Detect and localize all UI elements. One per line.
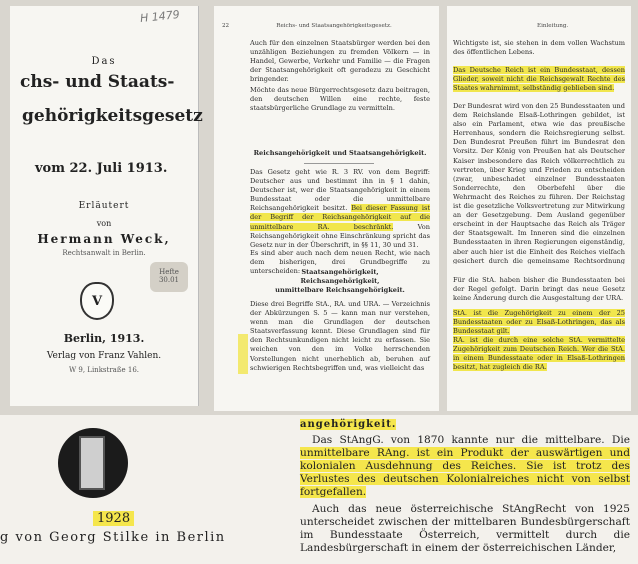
title-das: Das bbox=[91, 56, 117, 67]
paragraph-3: Der Bundesrat wird von den 25 Bundesstaaten und dem Reichslande Elsaß-Lothringen gebildet, ist also ein Parlament, etwa wie das preußische Herrenhaus, sondern die Reichsregierung selbst. Den Bundesrat Preußen führt im Bundesrat den Vorsitz. Der König von Preußen hat als Deutscher Kaiser insbesondere das Reich völkerrechtlich zu vertreten, über Krieg und Frieden zu entscheiden (zwar, unbeschadet einzelner Bundesstaaten Sonderrechte, den Oberbefehl über die Wehrmacht des Reiches zu führen. Der Reichstag ist die gesetzliche Volksvertretung zur Mitwirkung an der Gesetzgebung. Dem Ausland gegenüber erscheint in der Hauptsache das Reich als Träger der Staatsgewalt. Im Inneren sind die einzelnen Bundesstaaten in ihren Regierungen eigenständig, aber auch hier ist die Einheit des Reiches vielfach gesichert durch die gemeinsame Rechtsordnung bbox=[453, 102, 625, 264]
author-name: Hermann Weck, bbox=[37, 232, 171, 246]
publication-year: 1928 bbox=[93, 511, 134, 526]
paragraph-4: Für die StA. haben bisher die Bundesstaaten bei der Regel gefolgt. Darin bringt das neue Gesetz keine Änderung durch die Ausgestaltung der URA. bbox=[453, 276, 625, 303]
page-number: 22 bbox=[222, 23, 230, 29]
paragraph-2: Das Deutsche Reich ist ein Bundesstaat, dessen Glieder, soweit nicht die Reichsgewalt Rechte des Staates wahrnimmt, selbständig geblieben sind. bbox=[453, 66, 625, 93]
city-year: Berlin, 1913. bbox=[63, 332, 145, 345]
divider bbox=[304, 163, 374, 164]
intro-paragraph: Auch für den einzelnen Staatsbürger werden bei den unzähligen Beziehungen zu fremden Völkern — in Handel, Gewerbe, Verkehr und Familie — die Fragen der Staatsangehörigkeit oft geradezu zu Geschicht bringender. bbox=[250, 39, 430, 84]
paragraph-2: Es sind aber auch nach dem neuen Recht, wie nach dem bisherigen, drei Grundbegriffe zu unterscheiden: bbox=[250, 249, 430, 276]
title-page bbox=[10, 6, 203, 406]
handwritten-note: H 1479 bbox=[139, 7, 181, 26]
publisher-line: g von Georg Stilke in Berlin bbox=[0, 530, 226, 545]
author-role: Rechtsanwalt in Berlin. bbox=[62, 249, 146, 257]
title-line-2: gehörigkeitsgesetz bbox=[22, 106, 203, 126]
excerpt-paragraph-1: Das StAngG. von 1870 kannte nur die mittelbare. Die unmittelbare RAng. ist ein Produkt der auswärtigen und kolonialen Ausdehnung des Reiches. Sie ist trotz des Verlustes des deutschen Kolonialreiches nicht von selbst fortgefallen. bbox=[300, 434, 630, 498]
page-introduction bbox=[447, 6, 631, 411]
running-header: Reichs- und Staatsangehörigkeitsgesetz. bbox=[276, 23, 392, 29]
paragraph-5: StA. ist die Zugehörigkeit zu einem der 25 Bundesstaaten oder zu Elsaß-Lothringen, das als Bundesstaat gilt. bbox=[453, 309, 625, 336]
list-item: unmittelbare Reichsangehörigkeit. bbox=[275, 286, 405, 295]
library-stamp: Hefte 30.01 bbox=[150, 262, 188, 292]
excerpt-paragraph-2: Auch das neue österreichische StAngRecht von 1925 unterscheidet zwischen der mittelbaren Bundesbürgerschaft im Bundesstaate Österreich, vermittelt durch die Landesbürgerschaft in einem der österreichischen Länder, bbox=[300, 503, 630, 554]
publisher-address: W 9, Linkstraße 16. bbox=[68, 366, 140, 374]
title-date: vom 22. Juli 1913. bbox=[35, 161, 168, 176]
publisher-emblem-icon: V bbox=[80, 282, 114, 320]
section-title: Reichsangehörigkeit und Staatsangehörigkeit. bbox=[253, 149, 427, 157]
intro-paragraph-2: Möchte das neue Bürgerrechtsgesetz dazu beitragen, den deutschen Willen eine rechte, feste staatsbürgerliche Grundlage zu vermitteln. bbox=[250, 86, 430, 113]
right-excerpt bbox=[300, 418, 630, 555]
paragraph-6: RA. ist die durch eine solche StA. vermittelte Zugehörigkeit zum Deutschen Reich. Wer die StA. in einem Bundesstaate oder in Elsaß-Lothringen besitzt, hat zugleich die RA. bbox=[453, 336, 625, 372]
running-header: Einleitung. bbox=[537, 23, 569, 29]
title-line-1: chs- und Staats- bbox=[20, 72, 175, 92]
erlaeutert-label: Erläutert bbox=[78, 201, 130, 211]
page-22 bbox=[214, 6, 439, 411]
seal-figure-icon bbox=[79, 436, 105, 490]
publisher-name: Verlag von Franz Vahlen. bbox=[46, 351, 162, 361]
list-item: Staatsangehörigkeit, bbox=[301, 268, 379, 276]
excerpt-heading-fragment: angehörigkeit. bbox=[300, 419, 397, 430]
concept-list bbox=[250, 268, 430, 295]
margin-highlight bbox=[238, 334, 248, 374]
von-label: von bbox=[96, 219, 112, 228]
paragraph-1: Wichtigste ist, sie stehen in dem vollen Wachstum des öffentlichen Lebens. bbox=[453, 39, 625, 57]
list-item: Reichsangehörigkeit, bbox=[300, 277, 380, 286]
paragraph-3: Diese drei Begriffe StA., RA. und URA. — Verzeichnis der Abkürzungen S. 5 — kann man nur verstehen, wenn man die Grundlagen der deutschen Staatsverfassung kennt. Diese Grundlagen sind für den Rechtsunkundigen nicht leicht zu erfassen. Sie weichen von den im Volke herrschenden Vorstellungen nicht unerheblich ab, beruhen auf schwierigen Rechtsbegriffen und, was vielleicht das bbox=[250, 300, 430, 372]
paragraph-1: Das Gesetz geht wie R. 3 RV. von dem Begriff: Deutscher aus und bestimmt ihn in § 1 dahin, Deutscher ist, wer die Staatsangehörigkeit in einem Bundesstaat oder die unmittelbare Reichsangehörigkeit besitzt. Bei dieser Fassung ist der Begriff der Reichsangehörigkeit auf die unmittelbare RA. beschränkt. Von Reichsangehörigkeit ohne Einschränkung spricht das Gesetz nur in der Überschrift, in §§ 11, 30 und 31. bbox=[250, 168, 430, 249]
